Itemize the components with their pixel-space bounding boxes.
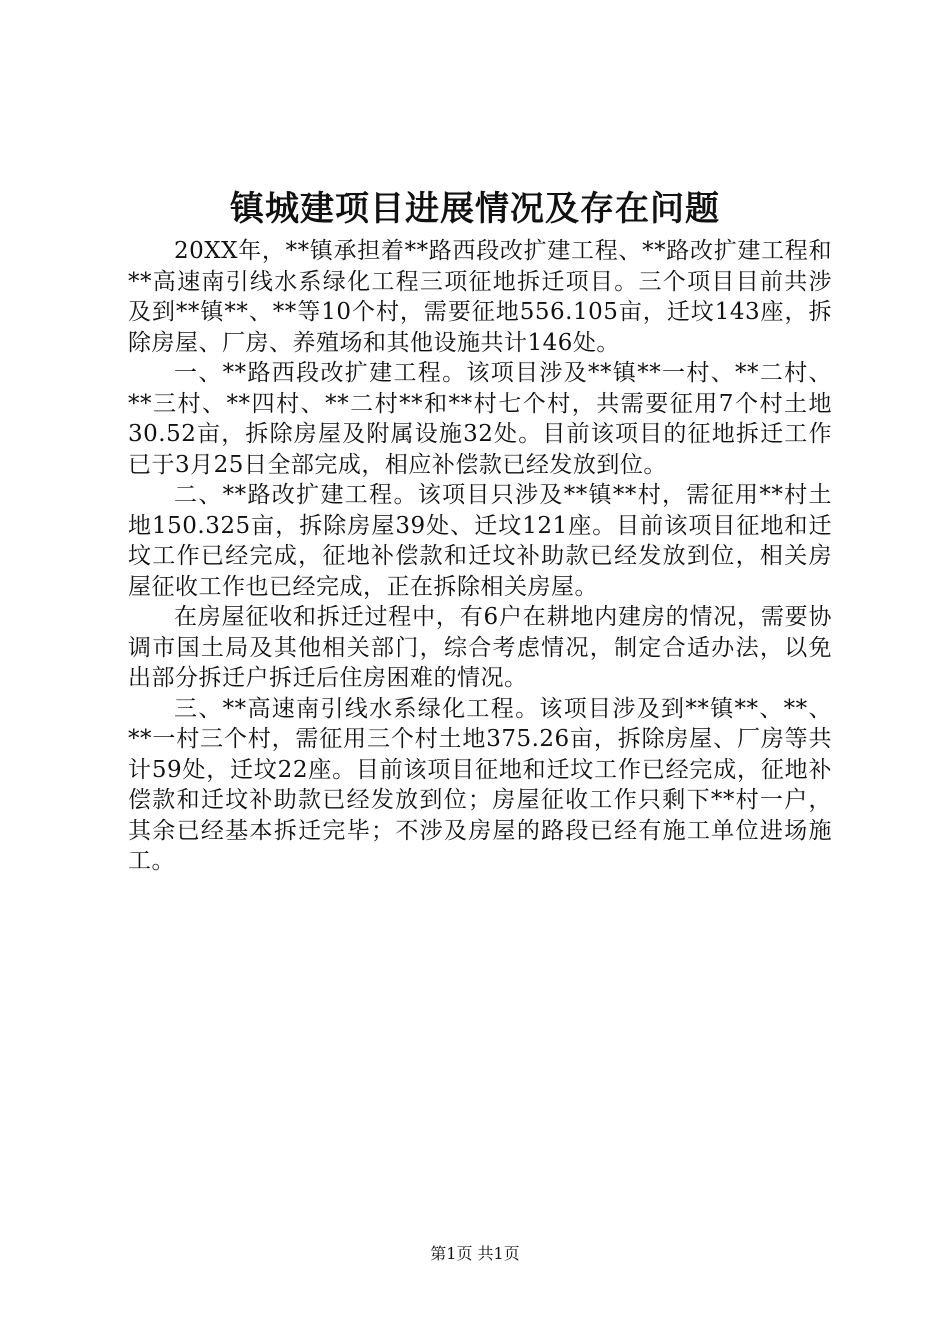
page-number-footer: 第1页 共1页: [430, 1244, 520, 1263]
document-body: [128, 236, 832, 877]
paragraph-section-three: 三、**高速南引线水系绿化工程。该项目涉及到**镇**、**、**一村三个村，需征用三个村土地375.26亩，拆除房屋、厂房等共计59处，迁坟22座。目前该项目征地和迁坟工作已经完成，征地补偿款和迁坟补助款已经发放到位；房屋征收工作只剩下**村一户，其余已经基本拆迁完毕；不涉及房屋的路段已经有施工单位进场施工。: [128, 695, 832, 874]
paragraph-intro: 20XX年，**镇承担着**路西段改扩建工程、**路改扩建工程和**高速南引线水系绿化工程三项征地拆迁项目。三个项目目前共涉及到**镇**、**等10个村，需要征地556.105亩，迁坟143座，拆除房屋、厂房、养殖场和其他设施共计146处。: [128, 238, 832, 356]
paragraph-relocation-issue: 在房屋征收和拆迁过程中，有6户在耕地内建房的情况，需要协调市国土局及其他相关部门，综合考虑情况，制定合适办法，以免出部分拆迁户拆迁后住房困难的情况。: [128, 604, 832, 691]
paragraph-section-one: 一、**路西段改扩建工程。该项目涉及**镇**一村、**二村、**三村、**四村、**二村**和**村七个村，共需要征用7个村土地30.52亩，拆除房屋及附属设施32处。目前该项目的征地拆迁工作已于3月25日全部完成，相应补偿款已经发放到位。: [128, 360, 832, 478]
document-title: 镇城建项目进展情况及存在问题: [230, 189, 720, 229]
paragraph-section-two: 二、**路改扩建工程。该项目只涉及**镇**村，需征用**村土地150.325亩，拆除房屋39处、迁坟121座。目前该项目征地和迁坟工作已经完成，征地补偿款和迁坟补助款已经发放到位，相关房屋征收工作也已经完成，正在拆除相关房屋。: [128, 482, 832, 600]
